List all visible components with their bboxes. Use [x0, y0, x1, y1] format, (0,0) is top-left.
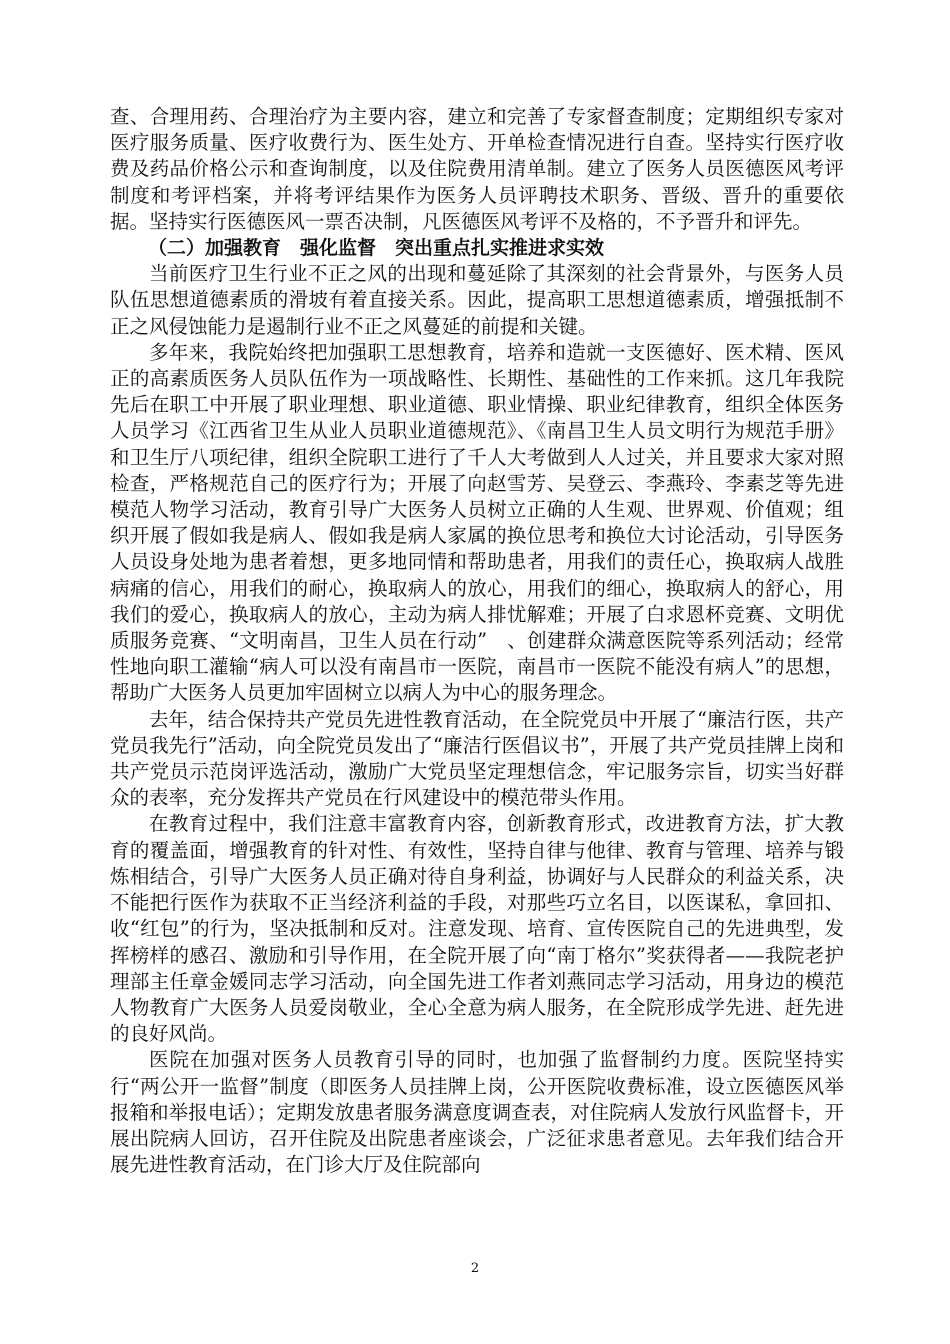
paragraph: 多年来，我院始终把加强职工思想教育，培养和造就一支医德好、医术精、医风正的高素质医务人员队伍作为一项战略性、长期性、基础性的工作来抓。这几年我院先后在职工中开展了职业理想、职业道德、职业情操、职业纪律教育，组织全体医务人员学习《江西省卫生从业人员职业道德规范》、《南昌卫生人员文明行为规范手册》和卫生厅八项纪律，组织全院职工进行了千人大考做到人人过关，并且要求大家对照检查，严格规范自己的医疗行为；开展了向赵雪芳、吴登云、李燕玲、李素芝等先进模范人物学习活动，教育引导广大医务人员树立正确的人生观、世界观、价值观；组织开展了假如我是病人、假如我是病人家属的换位思考和换位大讨论活动，引导医务人员设身处地为患者着想，更多地同情和帮助患者，用我们的责任心，换取病人战胜病痛的信心，用我们的耐心，换取病人的放心，用我们的细心，换取病人的舒心，用我们的爱心，换取病人的放心，主动为病人排忧解难；开展了白求恩杯竞赛、文明优质服务竞赛、“文明南昌，卫生人员在行动” 、创建群众满意医院等系列活动；经常性地向职工灌输“病人可以没有南昌市一医院，南昌市一医院不能没有病人”的思想，帮助广大医务人员更加牢固树立以病人为中心的服务理念。: [110, 340, 844, 705]
section-heading: （二）加强教育 强化监督 突出重点扎实推进求实效: [148, 237, 605, 260]
page-number: 2: [470, 1261, 480, 1276]
paragraph: 当前医疗卫生行业不正之风的出现和蔓延除了其深刻的社会背景外，与医务人员队伍思想道德素质的滑坡有着直接关系。因此，提高职工思想道德素质，增强抵制不正之风侵蚀能力是遏制行业不正之风蔓延的前提和关键。: [110, 262, 844, 338]
paragraph: 在教育过程中，我们注意丰富教育内容，创新教育形式，改进教育方法，扩大教育的覆盖面，增强教育的针对性、有效性，坚持自律与他律、教育与管理、培养与锻炼相结合，引导广大医务人员正确对待自身利益，协调好与人民群众的利益关系，决不能把行医作为获取不正当经济利益的手段，对那些巧立名目，以医谋私，拿回扣、收“红包”的行为，坚决抵制和反对。注意发现、培育、宣传医院自己的先进典型，发挥榜样的感召、激励和引导作用，在全院开展了向“南丁格尔”奖获得者——我院老护理部主任章金媛同志学习活动，向全国先进工作者刘燕同志学习活动，用身边的模范人物教育广大医务人员爱岗敬业，全心全意为病人服务，在全院形成学先进、赶先进的良好风尚。: [110, 812, 844, 1046]
paragraph: 医院在加强对医务人员教育引导的同时，也加强了监督制约力度。医院坚持实行“两公开一监督”制度（即医务人员挂牌上岗，公开医院收费标准，设立医德医风举报箱和举报电话）；定期发放患者服务满意度调查表，对住院病人发放行风监督卡，开展出院病人回访，召开住院及出院患者座谈会，广泛征求患者意见。去年我们结合开展先进性教育活动，在门诊大厅及住院部向: [110, 1048, 844, 1177]
paragraph-continued: 查、合理用药、合理治疗为主要内容，建立和完善了专家督查制度；定期组织专家对医疗服务质量、医疗收费行为、医生处方、开单检查情况进行自查。坚持实行医疗收费及药品价格公示和查询制度，以及住院费用清单制。建立了医务人员医德医风考评制度和考评档案，并将考评结果作为医务人员评聘技术职务、晋级、晋升的重要依据。坚持实行医德医风一票否决制，凡医德医风考评不及格的，不予晋升和评先。: [110, 105, 844, 233]
paragraph: 去年，结合保持共产党员先进性教育活动，在全院党员中开展了“廉洁行医，共产党员我先行”活动，向全院党员发出了“廉洁行医倡议书”，开展了共产党员挂牌上岗和共产党员示范岗评选活动，激励广大党员坚定理想信念，牢记服务宗旨，切实当好群众的表率，充分发挥共产党员在行风建设中的模范带头作用。: [110, 707, 844, 810]
document-body: [110, 104, 844, 1178]
